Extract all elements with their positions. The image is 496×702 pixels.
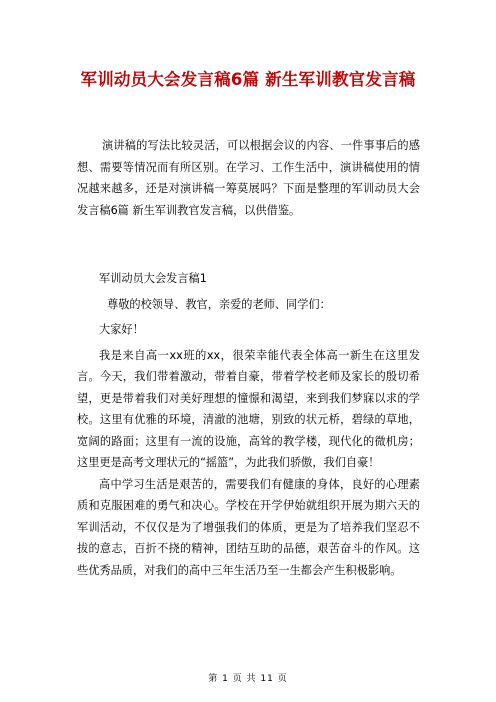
section-heading: 军训动员大会发言稿1 bbox=[99, 272, 207, 285]
salutation: 尊敬的校领导、教官，亲爱的老师、同学们： bbox=[107, 297, 331, 311]
body-paragraph-2: 高中学习生活是艰苦的，需要我们有健康的身体，良好的心理素质和克服困难的勇气和决心。学校在开学伊始就组织开展为期六天的军训活动，不仅仅是为了增强我们的体质，更是为了培养我们坚忍不拔的意志，百折不挠的精神，团结互助的品德，艰苦奋斗的作风。这些优秀品质，对我们的高中三年生活乃至一生都会产生积极影响。 bbox=[77, 477, 420, 577]
document-title: 军训动员大会发言稿6篇 新生军训教官发言稿 bbox=[80, 70, 416, 89]
page-footer: 第 1 页 共 11 页 bbox=[208, 674, 288, 684]
intro-paragraph: 演讲稿的写法比较灵活，可以根据会议的内容、一件事事后的感想、需要等情况而有所区别。在学习、工作生活中，演讲稿使用的情况越来越多，还是对演讲稿一筹莫展吗？下面是整理的军训动员大会发言稿6篇 新生军训教官发言稿，以供借鉴。 bbox=[77, 139, 420, 217]
body-paragraph-1: 我是来自高一xx班的xx，很荣幸能代表全体高一新生在这里发言。今天，我们带着激动，带着自豪，带着学校老师及家长的殷切希望，更是带着我们对美好理想的憧憬和渴望，来到我们梦寐以求的学校。这里有优雅的环境，清澈的池塘，别致的状元桥，碧绿的草地，宽阔的路面；这里有一流的设施，高耸的教学楼，现代化的微机房；这里更是高考文理状元的“摇篮”，为此我们骄傲，我们自豪！ bbox=[77, 348, 420, 469]
document-body bbox=[77, 268, 420, 581]
greeting: 大家好！ bbox=[99, 323, 144, 336]
